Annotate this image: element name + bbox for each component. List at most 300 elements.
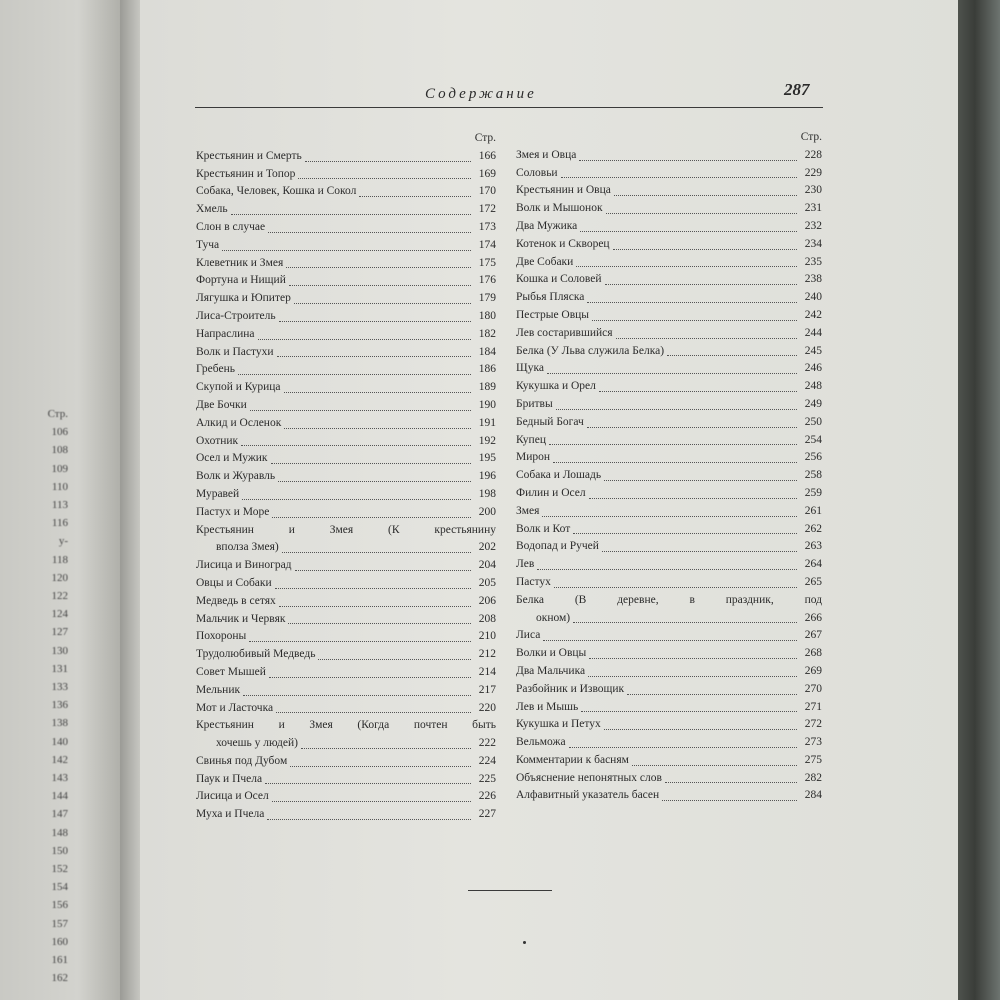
book-edge bbox=[958, 0, 1000, 1000]
toc-entry bbox=[516, 182, 822, 200]
toc-entry-title: Волки и Овцы bbox=[516, 647, 587, 660]
dot-leader bbox=[289, 285, 471, 286]
toc-entry bbox=[196, 397, 496, 415]
dot-leader bbox=[587, 427, 797, 428]
left-page-page-list bbox=[18, 405, 68, 988]
toc-entry bbox=[516, 236, 822, 254]
toc-entry bbox=[196, 664, 496, 682]
left-page-number: 144 bbox=[51, 790, 68, 803]
contents-column-right bbox=[516, 129, 822, 805]
dot-leader bbox=[278, 481, 471, 482]
toc-entry-title: Муравей bbox=[196, 487, 240, 500]
toc-entry bbox=[196, 700, 496, 718]
toc-entry-page: 204 bbox=[478, 559, 496, 572]
dot-leader bbox=[243, 695, 471, 696]
toc-entry-title-continued: хочешь у людей) bbox=[216, 737, 298, 750]
dot-leader bbox=[286, 267, 471, 268]
toc-entry-page: 254 bbox=[804, 433, 822, 446]
dot-leader bbox=[288, 623, 471, 624]
toc-entry-title: Кукушка и Орел bbox=[516, 380, 596, 393]
toc-entry-title: Бедный Богач bbox=[516, 415, 584, 428]
header-rule bbox=[195, 107, 823, 108]
toc-entry-page: 166 bbox=[478, 149, 496, 162]
dot-leader bbox=[222, 250, 471, 251]
toc-entry bbox=[516, 752, 822, 770]
toc-entry-page: 206 bbox=[478, 594, 496, 607]
page-number: 287 bbox=[784, 80, 810, 99]
dot-leader bbox=[242, 499, 471, 500]
dot-leader bbox=[549, 444, 797, 445]
toc-entry-title: Два Мальчика bbox=[516, 664, 586, 677]
toc-entry bbox=[516, 716, 822, 734]
toc-entry-page: 248 bbox=[804, 380, 822, 393]
toc-entry bbox=[516, 414, 822, 432]
dot-leader bbox=[301, 748, 471, 749]
toc-entry-page: 234 bbox=[804, 237, 822, 250]
left-page-header: Стр. bbox=[47, 408, 68, 420]
toc-entry bbox=[516, 147, 822, 165]
toc-entry-title: Похороны bbox=[196, 630, 247, 643]
toc-entry-title: Волк и Кот bbox=[516, 522, 571, 535]
toc-entry-title: Паук и Пчела bbox=[196, 772, 263, 785]
toc-entry-title: Осел и Мужик bbox=[196, 452, 268, 465]
toc-entry bbox=[516, 627, 822, 645]
dot-leader bbox=[272, 801, 471, 802]
toc-entry-title: Туча bbox=[196, 238, 220, 251]
toc-entry-title: Гребень bbox=[196, 363, 235, 376]
toc-entry-title: Волк и Пастухи bbox=[196, 345, 274, 358]
toc-entry-title: Две Бочки bbox=[196, 398, 247, 411]
toc-entry bbox=[516, 663, 822, 681]
toc-entry-page: 249 bbox=[804, 397, 822, 410]
toc-entry-page: 172 bbox=[478, 203, 496, 216]
toc-entry bbox=[516, 734, 822, 752]
left-page-number: 110 bbox=[51, 480, 68, 493]
dot-leader bbox=[271, 463, 471, 464]
toc-entry-page: 174 bbox=[478, 238, 496, 251]
toc-entry-title: Мельник bbox=[196, 683, 241, 696]
dot-leader bbox=[265, 783, 471, 784]
toc-entry-page: 271 bbox=[804, 700, 822, 713]
toc-entry-page: 269 bbox=[804, 664, 822, 677]
running-head: Содержание bbox=[425, 86, 537, 102]
dot-leader bbox=[305, 161, 471, 162]
toc-entry bbox=[196, 771, 496, 789]
toc-entry-title: Крестьянин и Овца bbox=[516, 184, 611, 197]
toc-entry-title: Медведь в сетях bbox=[196, 594, 276, 607]
toc-entry bbox=[516, 396, 822, 414]
toc-entry-title: Слон в случае bbox=[196, 220, 266, 233]
toc-entry bbox=[196, 272, 496, 290]
toc-entry-continuation bbox=[196, 735, 496, 753]
toc-entry-page: 208 bbox=[478, 612, 496, 625]
toc-entry bbox=[196, 611, 496, 629]
toc-entry bbox=[196, 646, 496, 664]
toc-entry-page: 268 bbox=[804, 647, 822, 660]
toc-entry-title: Мот и Ласточка bbox=[196, 701, 274, 714]
toc-entry-page: 175 bbox=[478, 256, 496, 269]
left-page-number: 136 bbox=[51, 699, 68, 712]
toc-entry-page: 250 bbox=[804, 415, 822, 428]
toc-entry-title: Два Мужика bbox=[516, 219, 578, 232]
left-page-number: 143 bbox=[51, 772, 68, 785]
left-page-number: 148 bbox=[51, 826, 68, 839]
contents-column-left bbox=[196, 130, 496, 824]
left-page-number: 140 bbox=[51, 735, 68, 748]
toc-entry bbox=[196, 806, 496, 824]
dot-leader bbox=[602, 551, 797, 552]
dot-leader bbox=[605, 284, 797, 285]
left-page-number: 156 bbox=[51, 899, 68, 912]
toc-entry-title: Лев bbox=[516, 558, 535, 571]
toc-entry bbox=[516, 271, 822, 289]
toc-entry bbox=[196, 183, 496, 201]
toc-entry-page: 240 bbox=[804, 291, 822, 304]
dot-leader bbox=[599, 391, 797, 392]
dot-leader bbox=[613, 249, 797, 250]
toc-entry-page: 267 bbox=[804, 629, 822, 642]
toc-entry-title: Кукушка и Петух bbox=[516, 718, 601, 731]
dot-leader bbox=[547, 373, 797, 374]
toc-entry bbox=[196, 166, 496, 184]
toc-entry-title: Купец bbox=[516, 433, 546, 446]
dot-leader bbox=[588, 676, 797, 677]
toc-entry-title: Мирон bbox=[516, 451, 551, 464]
toc-entry-title: Белка (У Льва служила Белка) bbox=[516, 344, 665, 357]
toc-entry-page: 246 bbox=[804, 362, 822, 375]
toc-entry-page: 275 bbox=[804, 753, 822, 766]
toc-entry-title: Охотник bbox=[196, 434, 239, 447]
dot-leader bbox=[359, 196, 471, 197]
toc-entry-title: Крестьянин и Смерть bbox=[196, 149, 302, 162]
toc-entry-title: Щука bbox=[516, 362, 545, 375]
dot-leader bbox=[231, 214, 471, 215]
toc-entry-title: Муха и Пчела bbox=[196, 808, 265, 821]
toc-entry-page: 263 bbox=[804, 540, 822, 553]
column-header-left: Стр. bbox=[474, 132, 496, 144]
toc-entry-title: Пастух bbox=[516, 575, 551, 588]
toc-entry-title-continued: окном) bbox=[536, 611, 571, 624]
toc-entry bbox=[196, 148, 496, 166]
toc-entry-page: 198 bbox=[478, 487, 496, 500]
toc-entry bbox=[196, 682, 496, 700]
toc-entry bbox=[196, 201, 496, 219]
toc-entry bbox=[516, 681, 822, 699]
toc-entry bbox=[196, 450, 496, 468]
toc-entry bbox=[196, 361, 496, 379]
toc-entry bbox=[516, 360, 822, 378]
toc-entry-page: 182 bbox=[478, 327, 496, 340]
toc-entry-page: 173 bbox=[478, 220, 496, 233]
toc-entry bbox=[516, 254, 822, 272]
toc-entry bbox=[516, 432, 822, 450]
left-page-number: 133 bbox=[51, 681, 68, 694]
dot-leader bbox=[537, 569, 797, 570]
dot-leader bbox=[542, 516, 797, 517]
dot-leader bbox=[616, 338, 797, 339]
left-page-number: 127 bbox=[51, 626, 68, 639]
toc-entry-title: Лев состарившийся bbox=[516, 326, 613, 339]
toc-entry bbox=[196, 219, 496, 237]
left-page-number: 108 bbox=[51, 444, 68, 457]
toc-entry bbox=[196, 237, 496, 255]
toc-entry-title: Две Собаки bbox=[516, 255, 574, 268]
toc-entry-page: 186 bbox=[478, 363, 496, 376]
toc-entry bbox=[516, 449, 822, 467]
left-page-number: 162 bbox=[51, 972, 68, 985]
toc-entry-page: 191 bbox=[478, 416, 496, 429]
toc-entry bbox=[196, 628, 496, 646]
left-page-number: 130 bbox=[51, 644, 68, 657]
toc-entry bbox=[516, 343, 822, 361]
toc-entry-page: 272 bbox=[804, 718, 822, 731]
toc-entry-page: 179 bbox=[478, 292, 496, 305]
toc-entry-page: 169 bbox=[478, 167, 496, 180]
dot-leader bbox=[543, 640, 797, 641]
toc-entry bbox=[516, 592, 822, 628]
left-page-number: 160 bbox=[51, 935, 68, 948]
toc-entry-page: 258 bbox=[804, 469, 822, 482]
toc-entry-page: 259 bbox=[804, 486, 822, 499]
toc-entry bbox=[196, 290, 496, 308]
dot-leader bbox=[665, 782, 797, 783]
toc-entry-page: 262 bbox=[804, 522, 822, 535]
toc-entry-continuation bbox=[516, 610, 822, 628]
toc-entry-title: Котенок и Скворец bbox=[516, 237, 610, 250]
toc-entry-title: Объяснение непонятных слов bbox=[516, 771, 662, 784]
left-page-number: 147 bbox=[51, 808, 68, 821]
toc-entry-page: 264 bbox=[804, 558, 822, 571]
toc-entry-title: Скупой и Курица bbox=[196, 381, 281, 394]
toc-entry bbox=[516, 200, 822, 218]
dot-leader bbox=[258, 339, 471, 340]
toc-entry bbox=[516, 307, 822, 325]
dot-leader bbox=[604, 480, 797, 481]
toc-entry-page: 225 bbox=[478, 772, 496, 785]
dot-leader bbox=[579, 160, 797, 161]
toc-entry bbox=[516, 770, 822, 788]
left-page-number: 161 bbox=[51, 954, 68, 967]
toc-entry-title: Разбойник и Извощик bbox=[516, 682, 625, 695]
toc-entry bbox=[196, 326, 496, 344]
toc-entry bbox=[516, 485, 822, 503]
left-page-number: у- bbox=[58, 535, 68, 548]
toc-entry-page: 266 bbox=[804, 611, 822, 624]
toc-entry bbox=[516, 378, 822, 396]
dot-leader bbox=[592, 320, 797, 321]
dot-leader bbox=[580, 231, 797, 232]
toc-entry-page: 202 bbox=[478, 541, 496, 554]
toc-entry-title: Кошка и Соловей bbox=[516, 273, 602, 286]
dot-leader bbox=[241, 445, 471, 446]
toc-entry-title: Крестьянин и Змея (Когда почтен быть bbox=[196, 719, 496, 732]
toc-entry bbox=[196, 486, 496, 504]
toc-entry-page: 212 bbox=[478, 648, 496, 661]
toc-entry bbox=[516, 218, 822, 236]
toc-entry-page: 230 bbox=[804, 184, 822, 197]
toc-entry-title: Трудолюбивый Медведь bbox=[196, 648, 316, 661]
left-page-number: 118 bbox=[51, 553, 68, 566]
toc-entry bbox=[516, 787, 822, 805]
left-page-number: 113 bbox=[51, 499, 68, 512]
dot-leader bbox=[294, 303, 471, 304]
toc-entry-page: 284 bbox=[804, 789, 822, 802]
toc-entry-title: Пестрые Овцы bbox=[516, 308, 590, 321]
toc-entry bbox=[196, 753, 496, 771]
toc-entry-title: Лягушка и Юпитер bbox=[196, 292, 291, 305]
toc-entry bbox=[516, 556, 822, 574]
toc-entry-title: Совет Мышей bbox=[196, 665, 266, 678]
toc-entry-page: 256 bbox=[804, 451, 822, 464]
left-page-number: 150 bbox=[51, 844, 68, 857]
toc-entry bbox=[196, 593, 496, 611]
toc-entry-title: Волк и Мышонок bbox=[516, 202, 603, 215]
dot-leader bbox=[269, 677, 471, 678]
toc-entry-title: Волк и Журавль bbox=[196, 470, 276, 483]
dot-leader bbox=[587, 302, 797, 303]
dot-leader bbox=[279, 606, 471, 607]
left-page-number: 131 bbox=[51, 662, 68, 675]
left-page-number: 138 bbox=[51, 717, 68, 730]
dot-leader bbox=[604, 729, 797, 730]
dot-leader bbox=[284, 392, 471, 393]
left-page-number: 120 bbox=[51, 571, 68, 584]
left-page-number: 116 bbox=[51, 517, 68, 530]
toc-entry-title: Змея bbox=[516, 504, 540, 517]
toc-entry-page: 245 bbox=[804, 344, 822, 357]
dot-leader bbox=[627, 694, 797, 695]
dot-leader bbox=[282, 552, 471, 553]
toc-entry-page: 190 bbox=[478, 398, 496, 411]
toc-entry-page: 180 bbox=[478, 309, 496, 322]
toc-entry-page: 226 bbox=[478, 790, 496, 803]
dot-leader bbox=[632, 765, 797, 766]
toc-entry bbox=[196, 717, 496, 753]
toc-entry bbox=[516, 645, 822, 663]
dot-leader bbox=[553, 462, 797, 463]
toc-entry-page: 244 bbox=[804, 326, 822, 339]
toc-entry-title: Лисица и Осел bbox=[196, 790, 269, 803]
toc-entry bbox=[516, 538, 822, 556]
end-rule bbox=[468, 890, 552, 891]
left-page-number: 109 bbox=[51, 462, 68, 475]
toc-entry bbox=[196, 557, 496, 575]
dot-leader bbox=[606, 213, 797, 214]
toc-entry-title: Бритвы bbox=[516, 397, 553, 410]
toc-entry-title: Змея и Овца bbox=[516, 148, 577, 161]
toc-entry-title: Филин и Осел bbox=[516, 486, 586, 499]
toc-entry-title: Алфавитный указатель басен bbox=[516, 789, 660, 802]
toc-entry-page: 232 bbox=[804, 219, 822, 232]
toc-entry-title: Собака и Лошадь bbox=[516, 469, 602, 482]
dot-leader bbox=[277, 356, 471, 357]
dot-leader bbox=[614, 195, 797, 196]
dot-leader bbox=[662, 800, 797, 801]
dot-leader bbox=[667, 355, 797, 356]
toc-entry-title: Напраслина bbox=[196, 327, 255, 340]
toc-entry-title-continued: вполза Змея) bbox=[216, 541, 279, 554]
toc-entry-title: Хмель bbox=[196, 203, 228, 216]
toc-entry bbox=[196, 433, 496, 451]
dot-leader bbox=[275, 588, 471, 589]
toc-entry-page: 184 bbox=[478, 345, 496, 358]
column-header-right: Стр. bbox=[800, 131, 822, 143]
toc-entry-page: 217 bbox=[478, 683, 496, 696]
dot-leader bbox=[284, 428, 471, 429]
toc-entry-page: 200 bbox=[478, 505, 496, 518]
toc-entry-title: Свинья под Дубом bbox=[196, 754, 288, 767]
toc-entry-title: Фортуна и Нищий bbox=[196, 274, 286, 287]
dot-leader bbox=[554, 587, 797, 588]
toc-entry-page: 210 bbox=[478, 630, 496, 643]
toc-entry bbox=[196, 522, 496, 558]
dot-leader bbox=[576, 266, 797, 267]
toc-entry-title: Водопад и Ручей bbox=[516, 540, 599, 553]
dot-leader bbox=[569, 747, 797, 748]
toc-entry bbox=[196, 344, 496, 362]
toc-entry-page: 176 bbox=[478, 274, 496, 287]
left-page-number: 154 bbox=[51, 881, 68, 894]
toc-entry bbox=[516, 574, 822, 592]
toc-entry bbox=[196, 308, 496, 326]
toc-entry-title: Алкид и Осленок bbox=[196, 416, 282, 429]
dot-leader bbox=[573, 533, 797, 534]
toc-entry bbox=[516, 467, 822, 485]
left-page-number: 124 bbox=[51, 608, 68, 621]
dot-leader bbox=[276, 712, 471, 713]
dot-leader bbox=[589, 658, 797, 659]
dot-leader bbox=[581, 711, 797, 712]
toc-entry-title: Соловьи bbox=[516, 166, 558, 179]
toc-entry-title: Лиса-Строитель bbox=[196, 309, 276, 322]
toc-entry-title: Крестьянин и Топор bbox=[196, 167, 296, 180]
end-dot bbox=[523, 941, 526, 944]
toc-entry-page: 265 bbox=[804, 575, 822, 588]
toc-entry-title: Мальчик и Червяк bbox=[196, 612, 286, 625]
toc-entry-page: 231 bbox=[804, 202, 822, 215]
toc-entry bbox=[516, 699, 822, 717]
toc-entry-page: 235 bbox=[804, 255, 822, 268]
toc-entry-title: Клеветник и Змея bbox=[196, 256, 284, 269]
dot-leader bbox=[573, 622, 797, 623]
dot-leader bbox=[268, 232, 471, 233]
toc-entry-continuation bbox=[196, 539, 496, 557]
toc-entry-title: Овцы и Собаки bbox=[196, 576, 272, 589]
toc-entry bbox=[516, 289, 822, 307]
toc-entry-title: Рыбья Пляска bbox=[516, 291, 585, 304]
dot-leader bbox=[238, 374, 471, 375]
toc-entry-page: 195 bbox=[478, 452, 496, 465]
toc-entry bbox=[196, 575, 496, 593]
toc-entry bbox=[516, 503, 822, 521]
dot-leader bbox=[318, 659, 471, 660]
toc-entry-page: 273 bbox=[804, 736, 822, 749]
toc-entry-page: 192 bbox=[478, 434, 496, 447]
toc-entry bbox=[196, 504, 496, 522]
dot-leader bbox=[279, 321, 471, 322]
toc-entry-page: 228 bbox=[804, 148, 822, 161]
toc-entry-title: Лиса bbox=[516, 629, 541, 642]
toc-entry-page: 229 bbox=[804, 166, 822, 179]
dot-leader bbox=[249, 641, 471, 642]
toc-entry-page: 242 bbox=[804, 308, 822, 321]
left-page-number: 106 bbox=[51, 426, 68, 439]
toc-entry-page: 205 bbox=[478, 576, 496, 589]
toc-entry-title: Лисица и Виноград bbox=[196, 559, 292, 572]
dot-leader bbox=[556, 409, 797, 410]
dot-leader bbox=[250, 410, 471, 411]
toc-entry-title: Белка (В деревне, в праздник, под bbox=[516, 593, 822, 606]
